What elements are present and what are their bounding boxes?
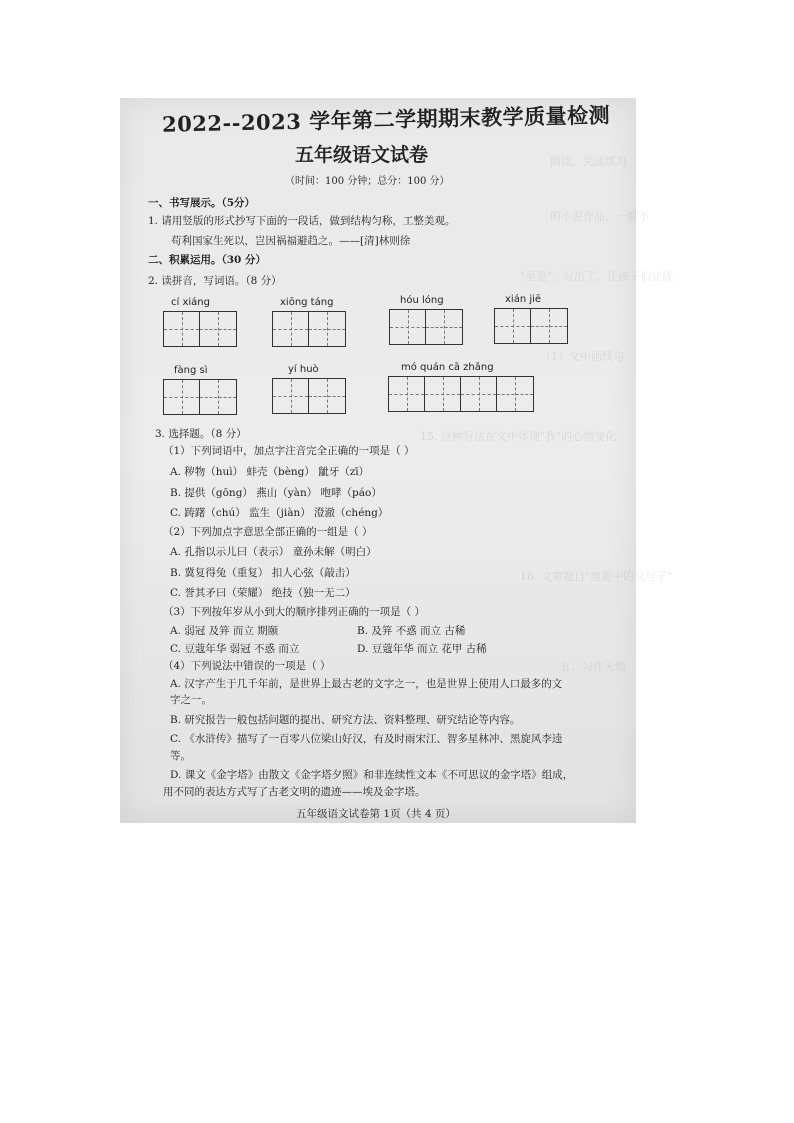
pinyin-label: mó quán cā zhǎng [401, 362, 494, 373]
option-b: B. 提供（gōng） 燕山（yàn） 咆哮（páo） [170, 487, 382, 499]
bleed-through-text: "至是"，写出了，让孩子们完成 [520, 270, 674, 283]
option-b: B. 及笄 不惑 而立 古稀 [357, 625, 466, 637]
character-grid[interactable] [163, 379, 237, 415]
option-c-continued: 等。 [170, 750, 191, 762]
pinyin-label: cí xiáng [171, 297, 210, 308]
bleed-through-text: 五、习作天地 [560, 660, 626, 673]
option-c: C. 《水浒传》描写了一百零八位梁山好汉，有及时雨宋江、智多星林冲、黑旋风李逵 [170, 733, 563, 745]
pinyin-label: yí huò [288, 364, 319, 375]
exam-title: 2022--2023 学年第二学期期末教学质量检测 [161, 102, 611, 137]
option-a: A. 弱冠 及笄 而立 期颐 [170, 625, 279, 637]
option-c: C. 豆蔻年华 弱冠 不惑 而立 [170, 643, 300, 655]
bleed-through-text: 15. 这种写法在文中体现"我"的心情变化 [420, 430, 617, 443]
section-heading-accumulation: 二、积累运用。（30 分） [148, 254, 267, 266]
character-grid[interactable] [272, 378, 346, 414]
exam-info: （时间：100 分钟；总分：100 分） [285, 176, 450, 187]
option-b: B. 研究报告一般包括问题的提出、研究方法、资料整理、研究结论等内容。 [170, 714, 521, 726]
bleed-through-text: 阅读，完成练习 [550, 155, 627, 168]
pinyin-label: xián jiē [505, 294, 542, 305]
bleed-through-text: 16. 文章题目"地震中的父与子" [520, 570, 673, 583]
page-footer: 五年级语文试卷第 1页（共 4 页） [296, 808, 456, 820]
pinyin-label: xiōng táng [280, 297, 334, 308]
pinyin-label: fàng sì [174, 365, 208, 376]
question-2: 2. 读拼音，写词语。（8 分） [148, 275, 282, 287]
option-a: A. 秽物（huì） 蚌壳（bèng） 龇牙（zī） [170, 466, 370, 478]
sub-question-2: （2）下列加点字意思全部正确的一组是（ ） [163, 526, 373, 538]
option-d: D. 课文《金字塔》由散文《金字塔夕照》和非连续性文本《不可思议的金字塔》组成， [170, 769, 574, 781]
character-grid[interactable] [388, 376, 534, 412]
sub-question-1: （1）下列词语中，加点字注音完全正确的一项是（ ） [163, 445, 415, 457]
option-a: A. 孔指以示儿曰（表示） 童孙未解（明白） [170, 546, 377, 558]
question-3: 3. 选择题。（8 分） [155, 428, 247, 440]
option-d: D. 豆蔻年华 而立 花甲 古稀 [357, 643, 487, 655]
option-a-continued: 字之一。 [170, 694, 212, 706]
option-c: C. 誉其矛曰（荣耀） 绝技（独一无二） [170, 587, 356, 599]
character-grid[interactable] [389, 309, 463, 345]
pinyin-label: hóu lóng [400, 295, 444, 306]
bleed-through-text: （1）文中画线句 [540, 350, 624, 363]
option-b: B. 冀复得兔（重复） 扣人心弦（敲击） [170, 567, 356, 579]
sub-question-4: （4）下列说法中错误的一项是（ ） [163, 660, 331, 672]
character-grid[interactable] [163, 311, 237, 347]
exam-subtitle: 五年级语文试卷 [295, 144, 429, 166]
sub-question-3: （3）下列按年岁从小到大的顺序排列正确的一项是（ ） [163, 606, 426, 618]
option-a: A. 汉字产生于几千年前，是世界上最古老的文字之一，也是世界上使用人口最多的文 [170, 678, 563, 690]
option-c: C. 踌躇（chú） 监生（jiàn） 澄澈（chéng） [170, 507, 389, 519]
option-d-continued: 用不同的表达方式写了古老文明的遗迹——埃及金字塔。 [163, 786, 426, 798]
character-grid[interactable] [272, 311, 346, 347]
character-grid[interactable] [494, 308, 568, 344]
question-1: 1. 请用竖版的形式抄写下面的一段话，做到结构匀称，工整美观。 [148, 215, 456, 227]
bleed-through-text: 的小说作品，一般不 [550, 210, 649, 223]
quote-text: 苟利国家生死以，岂因祸福避趋之。——[清]林则徐 [171, 235, 411, 247]
section-heading-writing: 一、书写展示。（5分） [148, 197, 256, 209]
